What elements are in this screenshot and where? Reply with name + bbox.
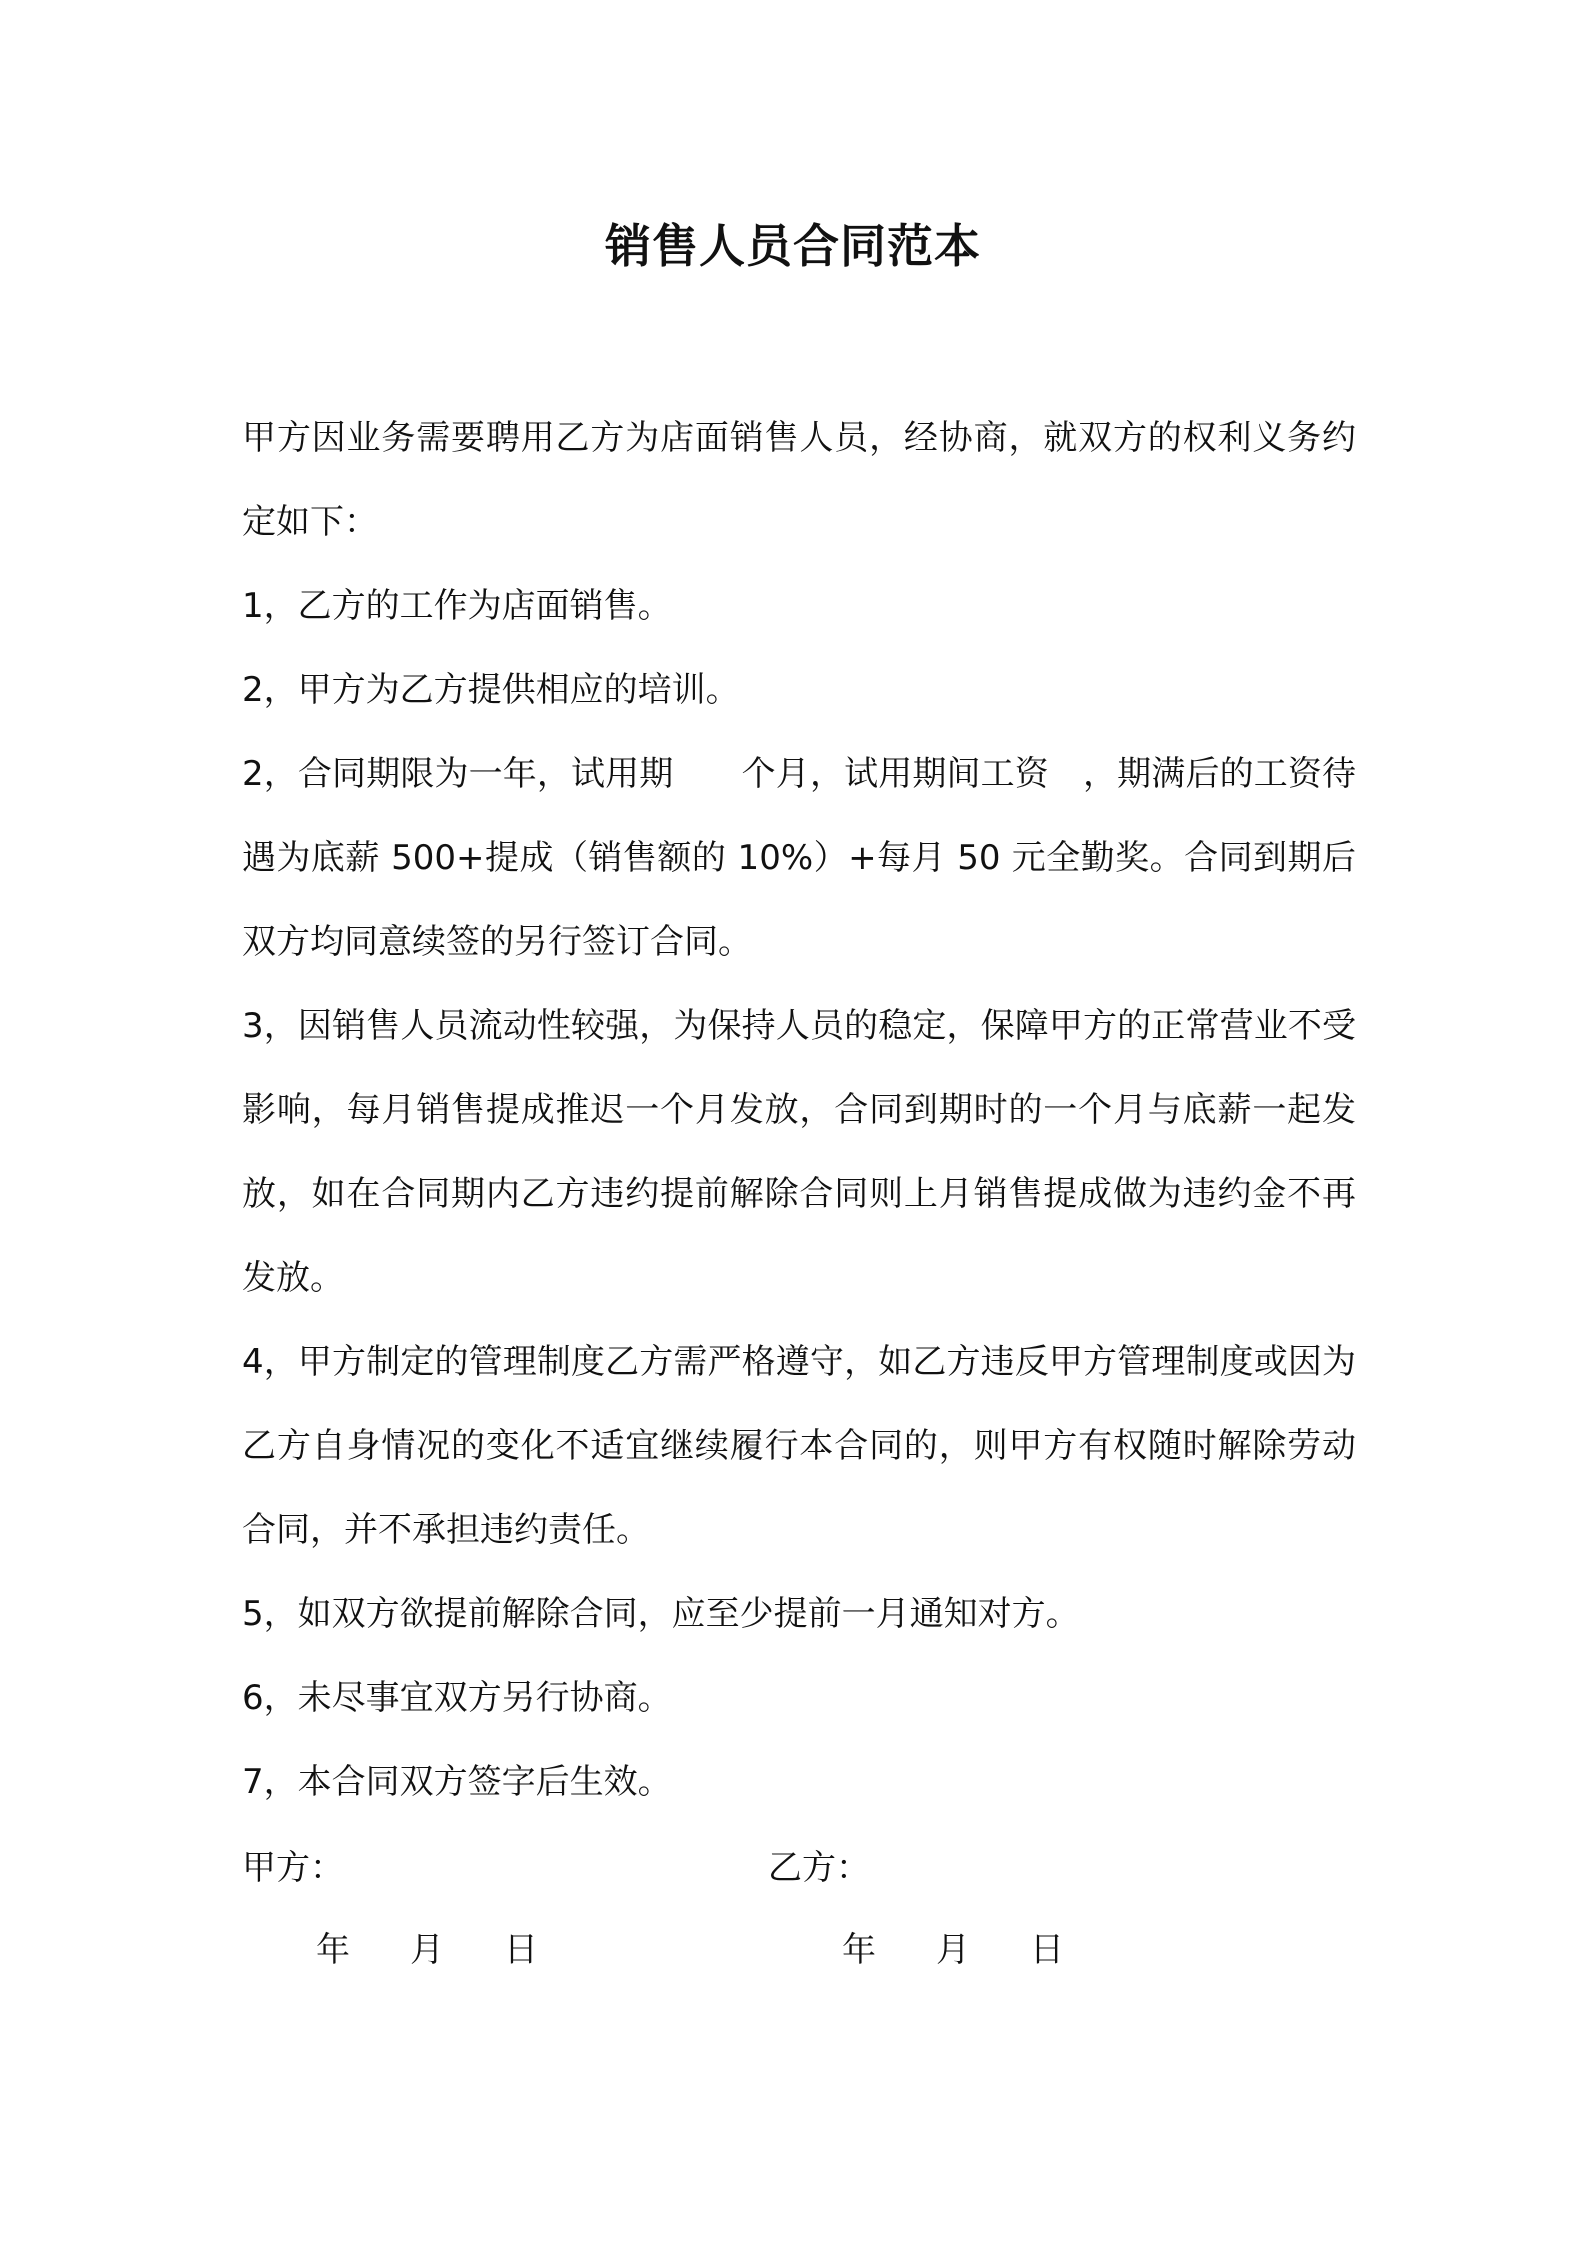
clause-7: 7，本合同双方签字后生效。 [242, 1762, 672, 1802]
clause-2-training: 2，甲方为乙方提供相应的培训。 [242, 670, 740, 710]
party-b-label: 乙方： [768, 1848, 870, 1888]
clause-5: 5，如双方欲提前解除合同，应至少提前一月通知对方。 [242, 1594, 1080, 1634]
date-year: 年 [316, 1930, 350, 1970]
clause-6: 6，未尽事宜双方另行协商。 [242, 1678, 672, 1718]
date-month: 月 [410, 1930, 444, 1970]
clause-1: 1，乙方的工作为店面销售。 [242, 586, 672, 626]
clause-2-term: 2，合同期限为一年，试用期 个月，试用期间工资 ，期满后的工资待遇为底薪 500+提成（销售额的 10%）+每月 50 元全勤奖。合同到期后双方均同意续签的另行签订合同。 [242, 754, 1356, 962]
date-month: 月 [936, 1930, 970, 1970]
party-a-date [316, 1908, 538, 1992]
clause-3: 3，因销售人员流动性较强，为保持人员的稳定，保障甲方的正常营业不受影响，每月销售提成推迟一个月发放，合同到期时的一个月与底薪一起发放，如在合同期内乙方违约提前解除合同则上月销售提成做为违约金不再发放。 [242, 1006, 1356, 1298]
clause-4: 4，甲方制定的管理制度乙方需严格遵守，如乙方违反甲方管理制度或因为乙方自身情况的变化不适宜继续履行本合同的，则甲方有权随时解除劳动合同，并不承担违约责任。 [242, 1342, 1356, 1550]
date-year: 年 [842, 1930, 876, 1970]
document-title: 销售人员合同范本 [605, 219, 981, 273]
signature-parties [242, 1826, 1356, 1910]
party-a-label: 甲方： [242, 1848, 344, 1888]
signature-dates [242, 1908, 1356, 1992]
date-day: 日 [504, 1930, 538, 1970]
date-day: 日 [1030, 1930, 1064, 1970]
intro-paragraph: 甲方因业务需要聘用乙方为店面销售人员，经协商，就双方的权利义务约定如下： [242, 418, 1356, 542]
document-body [242, 396, 1356, 1824]
party-b-date [842, 1908, 1064, 1992]
